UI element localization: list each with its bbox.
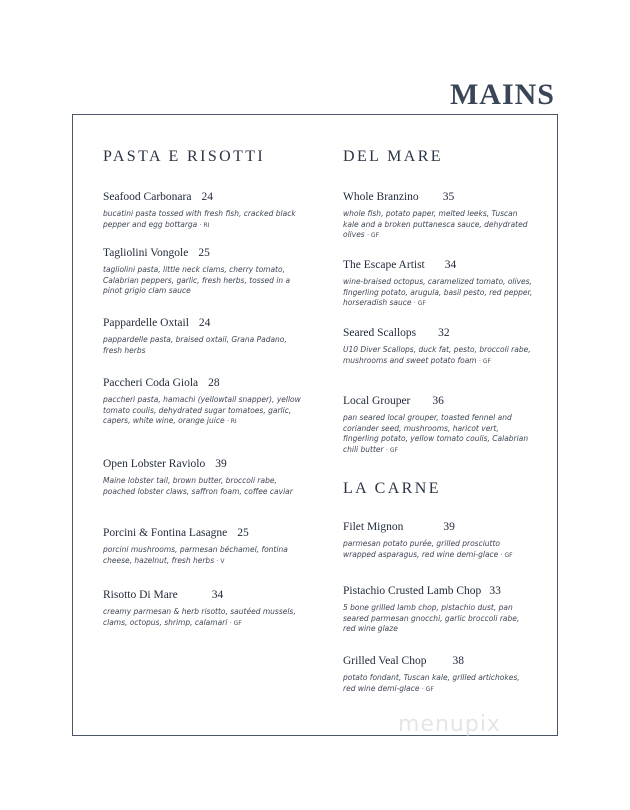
- item-price: 36: [432, 395, 444, 407]
- carne-section: [343, 480, 533, 693]
- item-name: Filet Mignon: [343, 521, 404, 533]
- menu-item: [103, 190, 303, 231]
- item-description: creamy parmesan & herb risotto, sautéed mussels, clams, octopus, shrimp, calamari: [103, 607, 296, 627]
- section-heading-carne: LA CARNE: [343, 480, 441, 497]
- item-name: Paccheri Coda Giola: [103, 377, 199, 389]
- item-price: 24: [198, 317, 211, 329]
- item-description: whole fish, potato paper, melted leeks, Tuscan kale and a broken puttanesca sauce, dehydrated olives: [343, 209, 528, 240]
- item-description: U10 Diver Scallops, duck fat, pesto, broccoli rabe, mushrooms and sweet potato foam: [343, 345, 531, 365]
- item-description: pappardelle pasta, braised oxtail, Grana Padano, fresh herbs: [103, 335, 287, 355]
- item-price: 33: [489, 585, 501, 597]
- dietary-tag: · GF: [367, 232, 380, 240]
- menu-item: [103, 316, 303, 356]
- item-name: Risotto Di Mare: [103, 589, 178, 601]
- item-price: 25: [198, 247, 210, 259]
- section-heading-mare: DEL MARE: [343, 148, 443, 165]
- item-name: Porcini & Fontina Lasagne: [103, 527, 228, 539]
- dietary-tag: · RI: [226, 418, 237, 426]
- item-name: Pistachio Crusted Lamb Chop: [343, 585, 482, 597]
- dietary-tag: · GF: [413, 300, 426, 308]
- dietary-tag: · V: [216, 557, 225, 565]
- item-name: Local Grouper: [343, 395, 411, 407]
- menu-item: [103, 246, 303, 297]
- item-name: Whole Branzino: [343, 191, 419, 203]
- item-description: Maine lobster tail, brown butter, broccoli rabe, poached lobster claws, saffron foam, coffee caviar: [103, 476, 293, 496]
- item-price: 38: [452, 655, 464, 667]
- item-price: 39: [443, 521, 455, 533]
- item-name: Seared Scallops: [343, 327, 417, 339]
- item-description: paccheri pasta, hamachi (yellowtail snapper), yellow tomato coulis, dehydrated sugar tomatoes, garlic, capers, white wine, orange juice: [103, 395, 301, 426]
- item-description: tagliolini pasta, little neck clams, cherry tomato, Calabrian peppers, garlic, fresh herbs, tossed in a pinot grigio clam sauce: [103, 265, 291, 296]
- item-name: The Escape Artist: [343, 259, 425, 271]
- menu-item: [343, 654, 533, 695]
- pasta-section: [103, 148, 303, 627]
- dietary-tag: · GF: [386, 446, 398, 454]
- item-price: 34: [211, 589, 224, 601]
- menu-item: [103, 457, 303, 497]
- menu-item: [343, 258, 533, 310]
- menu-item: [103, 376, 303, 428]
- item-price: 28: [208, 377, 220, 389]
- item-description: bucatini pasta tossed with fresh fish, cracked black pepper and egg bottarga: [103, 209, 296, 229]
- item-description: porcini mushrooms, parmesan béchamel, fontina cheese, hazelnut, fresh herbs: [103, 545, 288, 565]
- item-name: Pappardelle Oxtail: [103, 317, 189, 329]
- item-price: 35: [442, 191, 455, 203]
- dietary-tag: · GF: [421, 685, 434, 693]
- menu-item: [343, 520, 533, 561]
- item-name: Tagliolini Vongole: [103, 247, 189, 259]
- dietary-tag: · RI: [199, 221, 210, 229]
- mare-section: [343, 148, 533, 454]
- dietary-tag: · GF: [229, 619, 242, 627]
- item-price: 39: [215, 458, 227, 470]
- menu-item: [103, 526, 303, 567]
- item-price: 32: [438, 327, 450, 339]
- menu-item: [343, 190, 533, 242]
- item-price: 34: [444, 259, 457, 271]
- menu-item: [343, 584, 533, 635]
- dietary-tag: · GF: [500, 551, 513, 559]
- item-description: wine-braised octopus, caramelized tomato, olives, fingerling potato, arugula, basil pesto, red pepper, horseradish sauce: [343, 277, 533, 308]
- item-description: potato fondant, Tuscan kale, grilled artichokes, red wine demi-glace: [343, 673, 520, 693]
- dietary-tag: · GF: [479, 357, 491, 365]
- item-price: 25: [237, 527, 249, 539]
- item-description: 5 bone grilled lamb chop, pistachio dust, pan seared parmesan gnocchi, garlic broccoli rabe, red wine glaze: [343, 603, 520, 634]
- item-price: 24: [201, 191, 213, 203]
- item-name: Seafood Carbonara: [103, 191, 192, 203]
- page-title: MAINS: [449, 78, 555, 111]
- item-description: pan seared local grouper, toasted fennel and coriander seed, mushrooms, haricot vert, fingerling potato, yellow tomato coulis, Calabrian chili butter: [343, 413, 529, 454]
- menu-item: [343, 326, 533, 367]
- watermark-text: menupix: [398, 712, 501, 737]
- item-name: Open Lobster Raviolo: [103, 458, 206, 470]
- item-name: Grilled Veal Chop: [343, 655, 427, 667]
- menu-item: [103, 588, 303, 629]
- item-description: parmesan potato purée, grilled prosciutto wrapped asparagus, red wine demi-glace: [343, 539, 501, 559]
- menu-item: [343, 394, 533, 456]
- section-heading-pasta: PASTA E RISOTTI: [103, 148, 266, 165]
